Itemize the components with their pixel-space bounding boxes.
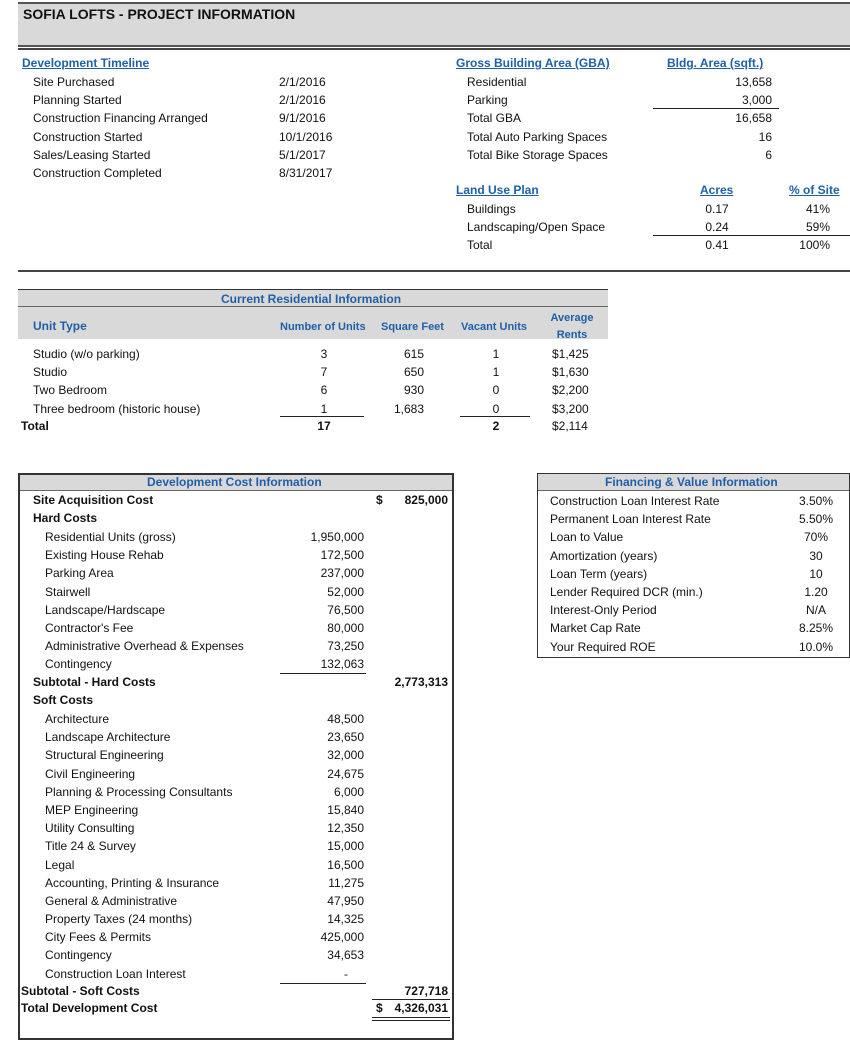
soft-cost-label: General & Administrative (45, 893, 178, 908)
site-acquisition-value: 825,000 (404, 493, 448, 507)
col-number-of-units: Number of Units (280, 321, 366, 333)
residential-total-vacant: 2 (492, 419, 500, 433)
page-title: SOFIA LOFTS - PROJECT INFORMATION (23, 6, 296, 22)
soft-cost-label: Legal (45, 857, 75, 872)
land-use-heading: Land Use Plan (456, 183, 539, 197)
land-use-pcts (770, 200, 830, 255)
unit-count: 6 (320, 383, 328, 398)
col-vacant-units: Vacant Units (461, 321, 528, 333)
soft-cost-value: 15,000 (327, 839, 364, 854)
hard-subtotal-rule (280, 673, 366, 674)
soft-cost-value: 23,650 (327, 730, 364, 745)
timeline-heading: Development Timeline (22, 56, 150, 70)
soft-cost-label: Accounting, Printing & Insurance (45, 875, 220, 890)
soft-cost-values (280, 710, 364, 983)
unit-vacant: 1 (492, 365, 500, 380)
soft-cost-value: 11,275 (328, 875, 364, 890)
land-use-acres-value: 0.24 (705, 220, 729, 235)
financing-label: Construction Loan Interest Rate (550, 494, 720, 508)
land-use-pct-value: 100% (799, 238, 830, 253)
land-use-label: Total (467, 238, 493, 253)
soft-cost-value: 47,950 (327, 893, 364, 908)
timeline-label: Planning Started (33, 93, 122, 108)
unit-type: Two Bedroom (33, 383, 108, 398)
timeline-dates (279, 73, 332, 182)
financing-label: Market Cap Rate (550, 621, 641, 636)
gba-values (650, 73, 772, 164)
land-use-pct-value: 59% (805, 220, 830, 235)
gba-labels (467, 73, 608, 164)
soft-cost-label: Planning & Processing Consultants (45, 784, 233, 799)
timeline-date: 10/1/2016 (279, 129, 333, 144)
hard-cost-label: Existing House Rehab (45, 548, 164, 563)
col-average-rents-1: Average (550, 312, 594, 324)
financing-label: Your Required ROE (550, 639, 656, 654)
gba-value-heading: Bldg. Area (sqft.) (667, 56, 764, 70)
soft-subtotal-value: 727,718 (404, 984, 448, 998)
total-dev-cost-label: Total Development Cost (21, 1001, 158, 1015)
total-dev-cost-currency: $ (376, 1001, 383, 1015)
unit-rent: $3,200 (552, 401, 589, 416)
hard-cost-label: Parking Area (45, 566, 114, 581)
financing-value: 70% (803, 530, 829, 545)
financing-heading: Financing & Value Information (605, 475, 778, 489)
unit-sqft: 1,683 (393, 401, 424, 416)
financing-heading-rule (538, 490, 849, 491)
total-dev-cost-value: 4,326,031 (394, 1001, 448, 1015)
soft-cost-label: Utility Consulting (45, 821, 135, 836)
soft-cost-value: 14,325 (327, 912, 364, 927)
gba-value: 16,658 (735, 111, 772, 126)
residential-units (294, 345, 354, 418)
hard-cost-value: 80,000 (327, 620, 364, 635)
hard-subtotal-label: Subtotal - Hard Costs (33, 675, 156, 689)
soft-cost-labels (45, 710, 232, 983)
gba-label: Total Bike Storage Spaces (467, 147, 608, 162)
land-use-total-rule (653, 235, 850, 236)
soft-cost-label: Contingency (45, 948, 112, 963)
soft-cost-label: Structural Engineering (45, 748, 164, 763)
financing-label: Loan to Value (550, 530, 624, 545)
hard-cost-value: 73,250 (327, 639, 364, 654)
land-use-acres (690, 200, 744, 255)
soft-subtotal-label: Subtotal - Soft Costs (21, 984, 140, 998)
soft-cost-value: 6,000 (333, 784, 364, 799)
hard-cost-value: 172,500 (320, 548, 364, 563)
financing-value: 1.20 (804, 584, 828, 599)
residential-rents (552, 345, 589, 418)
hard-cost-label: Contractor's Fee (45, 620, 134, 635)
total-double-rule-2 (372, 1020, 450, 1021)
site-acquisition-label: Site Acquisition Cost (33, 493, 154, 507)
gba-value: 16 (758, 129, 772, 144)
gba-label: Total GBA (467, 111, 522, 126)
hard-cost-label: Landscape/Hardscape (45, 602, 166, 617)
unit-rent: $1,630 (552, 365, 589, 380)
gba-value: 13,658 (735, 75, 772, 89)
soft-cost-label: Property Taxes (24 months) (45, 912, 193, 927)
land-use-acres-value: 0.41 (705, 238, 729, 253)
gba-value: 3,000 (741, 93, 772, 108)
unit-vacant: 0 (492, 383, 500, 398)
timeline-label: Sales/Leasing Started (33, 147, 151, 162)
financing-value: N/A (805, 603, 826, 618)
land-use-acres-value: 0.17 (705, 202, 729, 216)
unit-count: 1 (320, 401, 328, 416)
residential-types (33, 345, 200, 418)
hard-cost-value: 1,950,000 (310, 530, 364, 544)
land-use-acres-heading: Acres (700, 183, 734, 197)
hard-cost-value: 52,000 (327, 584, 364, 599)
timeline-label: Construction Completed (33, 165, 162, 180)
timeline-label: Construction Financing Arranged (33, 111, 208, 126)
financing-value: 8.25% (798, 621, 834, 636)
soft-cost-value: 15,840 (327, 802, 364, 817)
soft-cost-label: Construction Loan Interest (45, 966, 186, 981)
gba-label: Total Auto Parking Spaces (467, 129, 608, 144)
soft-cost-label: MEP Engineering (45, 802, 139, 817)
total-double-rule-1 (372, 1017, 450, 1018)
financing-label: Amortization (years) (550, 548, 658, 563)
financing-values (788, 492, 844, 656)
unit-vacant: 0 (492, 401, 500, 416)
soft-subtotal-rule (280, 983, 366, 984)
soft-cost-value: 16,500 (327, 857, 364, 872)
hard-costs-heading: Hard Costs (33, 511, 98, 525)
unit-sqft: 615 (403, 347, 424, 361)
soft-costs-heading: Soft Costs (33, 693, 93, 707)
residential-total-rent: $2,114 (552, 419, 588, 433)
unit-rent: $1,425 (552, 347, 589, 361)
soft-cost-label: Civil Engineering (45, 766, 136, 781)
residential-heading-rule (18, 306, 608, 307)
unit-sqft: 650 (403, 365, 424, 380)
col-unit-type: Unit Type (33, 319, 87, 333)
dev-cost-heading: Development Cost Information (147, 475, 322, 489)
financing-label: Interest-Only Period (550, 603, 657, 618)
timeline-date: 5/1/2017 (279, 147, 326, 162)
gba-label: Parking (467, 93, 508, 108)
land-use-labels (467, 200, 605, 255)
residential-vacant (466, 345, 526, 418)
timeline-date: 2/1/2016 (279, 75, 326, 89)
soft-cost-value: 48,500 (327, 712, 364, 726)
soft-cost-value: 32,000 (327, 748, 364, 763)
hard-cost-value: 132,063 (320, 657, 364, 672)
col-square-feet: Square Feet (381, 321, 444, 333)
residential-total-units: 17 (317, 419, 331, 433)
soft-cost-label: City Fees & Permits (45, 930, 152, 945)
units-total-rule (280, 416, 364, 417)
financing-value: 30 (809, 548, 823, 563)
section-top-rule (18, 48, 850, 50)
soft-cost-label: Landscape Architecture (45, 730, 171, 745)
hard-cost-label: Contingency (45, 657, 112, 672)
residential-total-label: Total (21, 419, 49, 433)
unit-count: 3 (320, 347, 328, 361)
hard-cost-values (280, 528, 364, 674)
soft-cost-value: 34,653 (327, 948, 364, 963)
financing-value: 10 (809, 566, 823, 581)
residential-heading: Current Residential Information (221, 292, 402, 306)
soft-cost-value: - (344, 966, 348, 981)
hard-subtotal-value: 2,773,313 (394, 675, 448, 689)
soft-cost-value: 425,000 (320, 930, 364, 945)
soft-cost-label: Title 24 & Survey (45, 839, 136, 854)
timeline-date: 2/1/2016 (279, 93, 326, 108)
land-use-pct-value: 41% (805, 202, 830, 216)
financing-value: 5.50% (798, 512, 834, 527)
financing-label: Lender Required DCR (min.) (550, 584, 703, 599)
timeline-labels (33, 73, 208, 182)
soft-cost-value: 12,350 (327, 821, 364, 836)
unit-type: Three bedroom (historic house) (33, 401, 201, 416)
land-use-label: Buildings (467, 202, 516, 216)
unit-type: Studio (w/o parking) (33, 347, 140, 361)
unit-rent: $2,200 (552, 383, 589, 398)
timeline-date: 8/31/2017 (279, 165, 333, 180)
gba-heading: Gross Building Area (GBA) (456, 56, 610, 70)
col-average-rents-2: Rents (556, 329, 588, 341)
hard-cost-labels (45, 528, 244, 674)
hard-cost-label: Stairwell (45, 584, 91, 599)
gba-total-rule (653, 108, 779, 109)
financing-label: Permanent Loan Interest Rate (550, 512, 711, 527)
section-bottom-rule (18, 270, 850, 272)
gba-label: Residential (467, 75, 527, 89)
hard-cost-label: Administrative Overhead & Expenses (45, 639, 244, 654)
financing-label: Loan Term (years) (550, 566, 648, 581)
timeline-label: Construction Started (33, 129, 143, 144)
financing-value: 3.50% (798, 494, 834, 508)
unit-sqft: 930 (403, 383, 424, 398)
site-acquisition-currency: $ (376, 493, 383, 507)
financing-value: 10.0% (798, 639, 834, 654)
hard-cost-label: Residential Units (gross) (45, 530, 176, 544)
residential-sqft (370, 345, 424, 418)
unit-type: Studio (33, 365, 68, 380)
land-use-label: Landscaping/Open Space (467, 220, 606, 235)
gba-value: 6 (765, 147, 772, 162)
soft-cost-label: Architecture (45, 712, 110, 726)
timeline-date: 9/1/2016 (279, 111, 326, 126)
dev-cost-heading-rule (20, 490, 452, 491)
financing-labels (550, 492, 719, 656)
unit-count: 7 (320, 365, 328, 380)
unit-vacant: 1 (492, 347, 500, 361)
timeline-label: Site Purchased (33, 75, 115, 89)
soft-cost-value: 24,675 (327, 766, 364, 781)
land-use-pct-heading: % of Site (789, 183, 840, 197)
hard-cost-value: 76,500 (327, 602, 364, 617)
hard-cost-value: 237,000 (320, 566, 364, 581)
vacant-total-rule (460, 416, 530, 417)
